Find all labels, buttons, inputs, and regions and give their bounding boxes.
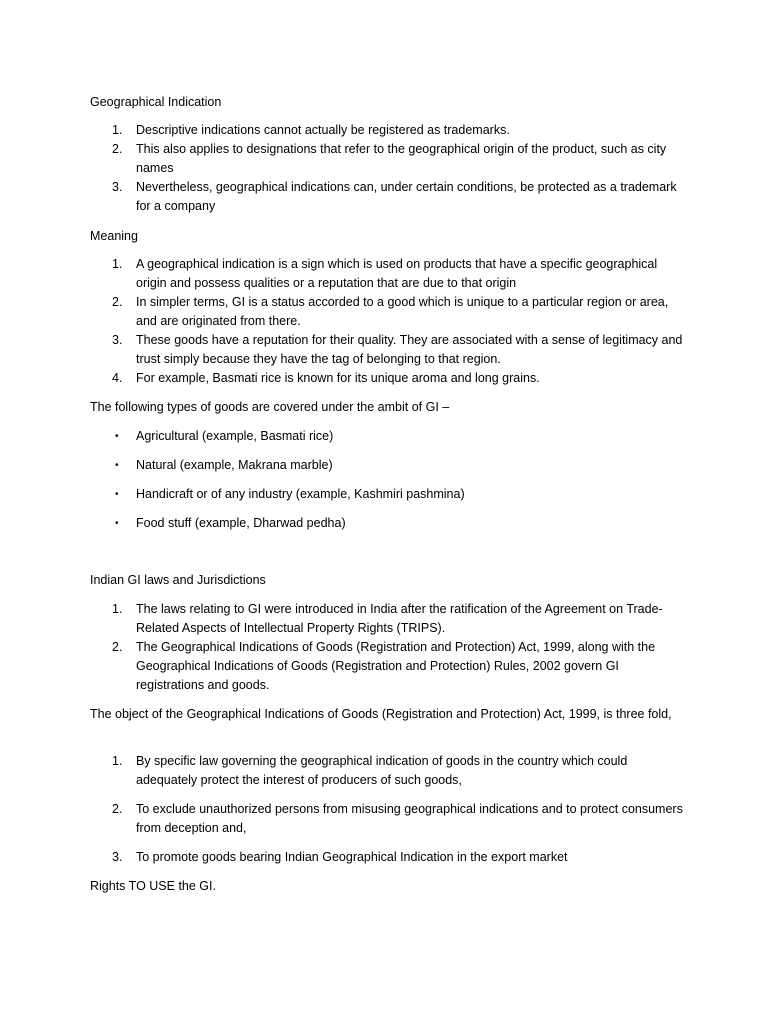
list-number: 2. — [112, 295, 123, 309]
list-laws — [90, 600, 690, 695]
list-number: 3. — [112, 850, 123, 864]
list-object — [90, 752, 690, 877]
bullet-item — [90, 514, 690, 533]
list-item — [90, 331, 690, 369]
list-meaning — [90, 255, 690, 388]
list-item — [90, 848, 690, 867]
list-item-text: Agricultural (example, Basmati rice) — [136, 429, 334, 443]
list-item — [90, 600, 690, 638]
list-item-text: For example, Basmati rice is known for its unique aroma and long grains. — [136, 371, 540, 385]
list-number: 1. — [112, 257, 123, 271]
list-number: 2. — [112, 142, 123, 156]
bullet-icon: • — [115, 460, 119, 471]
list-item-text: The laws relating to GI were introduced in India after the ratification of the Agreement on Trade-Related Aspects of Intellectual Property Rights (TRIPS). — [136, 602, 663, 635]
list-item-text: By specific law governing the geographical indication of goods in the country which could adequately protect the interest of producers of such goods, — [136, 754, 628, 787]
paragraph-object: The object of the Geographical Indications of Goods (Registration and Protection) Act, 1999, is three fold, — [90, 707, 672, 721]
section-meaning — [90, 227, 690, 246]
list-item-text: These goods have a reputation for their quality. They are associated with a sense of legitimacy and trust simply because they have the tag of belonging to that region. — [136, 333, 683, 366]
list-item-text: Nevertheless, geographical indications can, under certain conditions, be protected as a trademark for a company — [136, 180, 677, 213]
section-laws — [90, 571, 690, 590]
list-geographical-indication — [90, 121, 690, 216]
section-rights — [90, 877, 690, 896]
list-item-text: A geographical indication is a sign which is used on products that have a specific geographical origin and possess qualities or a reputation that are due to that origin — [136, 257, 658, 290]
list-number: 4. — [112, 371, 123, 385]
list-item-text: To exclude unauthorized persons from misusing geographical indications and to protect consumers from deception and, — [136, 802, 683, 835]
section-types — [90, 398, 690, 417]
list-item-text: Descriptive indications cannot actually be registered as trademarks. — [136, 123, 510, 137]
list-item-text: To promote goods bearing Indian Geographical Indication in the export market — [136, 850, 568, 864]
heading-types: The following types of goods are covered under the ambit of GI – — [90, 400, 450, 414]
list-item — [90, 752, 690, 790]
list-item — [90, 369, 690, 388]
list-item-text: The Geographical Indications of Goods (Registration and Protection) Act, 1999, along with the Geographical Indications of Goods (Registration and Protection) Rules, 2002 govern GI registrations and goods. — [136, 640, 656, 692]
list-item — [90, 178, 690, 216]
heading-meaning: Meaning — [90, 229, 138, 243]
heading-geographical-indication: Geographical Indication — [90, 95, 222, 109]
list-number: 2. — [112, 802, 123, 816]
list-item — [90, 121, 690, 140]
bullet-icon: • — [115, 489, 119, 500]
list-types — [90, 427, 690, 543]
list-item — [90, 638, 690, 695]
list-item-text: Food stuff (example, Dharwad pedha) — [136, 516, 346, 530]
bullet-icon: • — [115, 518, 119, 529]
list-item-text: Handicraft or of any industry (example, Kashmiri pashmina) — [136, 487, 465, 501]
section-geographical-indication — [90, 93, 690, 112]
list-item-text: This also applies to designations that refer to the geographical origin of the product, such as city names — [136, 142, 667, 175]
list-number: 1. — [112, 123, 123, 137]
list-item — [90, 293, 690, 331]
list-item-text: Natural (example, Makrana marble) — [136, 458, 333, 472]
bullet-item — [90, 485, 690, 504]
heading-laws: Indian GI laws and Jurisdictions — [90, 573, 266, 587]
list-item — [90, 255, 690, 293]
list-item-text: In simpler terms, GI is a status accorded to a good which is unique to a particular region or area, and are originated from there. — [136, 295, 669, 328]
heading-rights: Rights TO USE the GI. — [90, 879, 216, 893]
list-number: 1. — [112, 602, 123, 616]
list-number: 2. — [112, 640, 123, 654]
list-number: 3. — [112, 180, 123, 194]
bullet-item — [90, 427, 690, 446]
section-object — [90, 705, 690, 724]
list-number: 3. — [112, 333, 123, 347]
list-number: 1. — [112, 754, 123, 768]
list-item — [90, 140, 690, 178]
bullet-item — [90, 456, 690, 475]
list-item — [90, 800, 690, 838]
bullet-icon: • — [115, 431, 119, 442]
